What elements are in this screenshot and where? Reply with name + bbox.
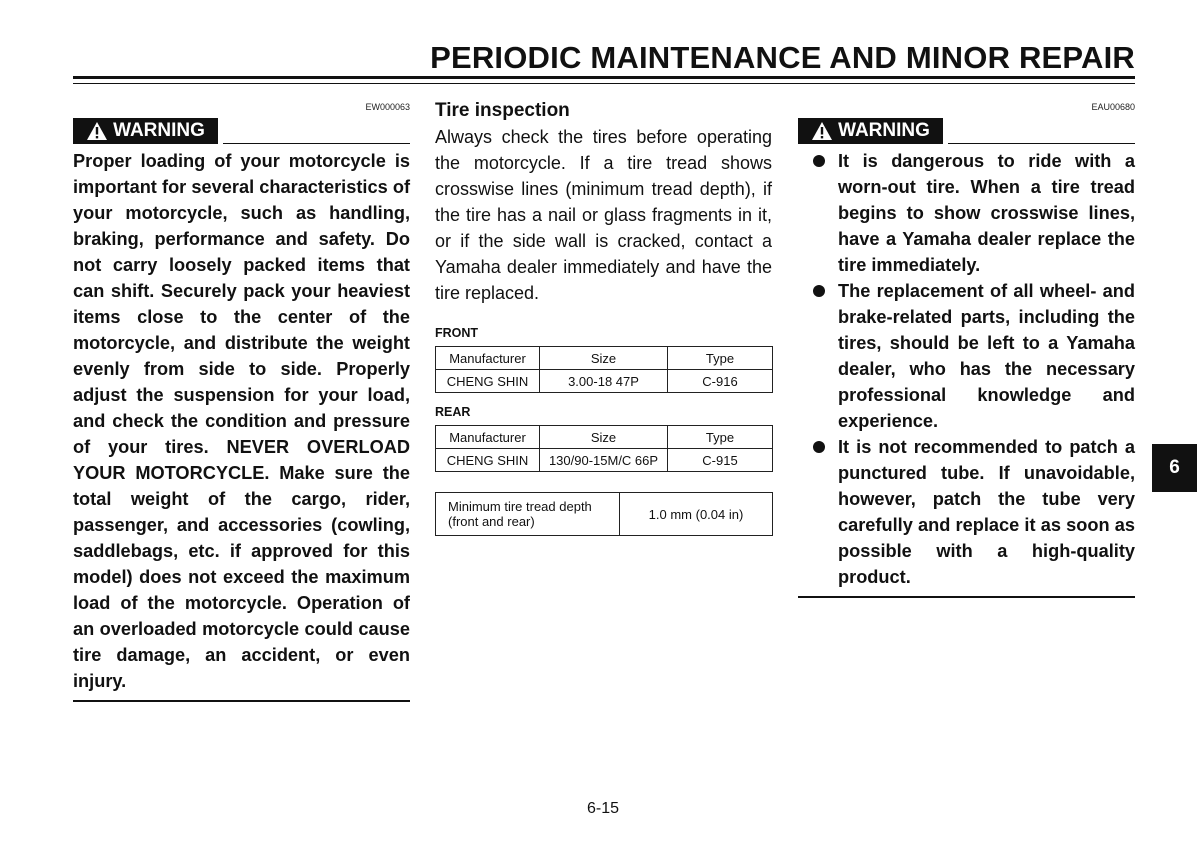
bullet-dot-icon: [813, 285, 825, 297]
tread-value-cell: 1.0 mm (0.04 in): [620, 493, 773, 536]
warning-bullet-list: [798, 148, 1135, 590]
bullet-text: It is not recommended to patch a punctured tube. If unavoidable, however, patch the tube very carefully and replace it as soon as possible with a high-quality product.: [838, 437, 1135, 587]
tire-inspection-section: [435, 98, 772, 536]
header-rule-thin: [73, 83, 1135, 84]
right-warning-rule: [948, 143, 1135, 145]
table-row: [436, 493, 773, 536]
left-warning-tag: [73, 118, 218, 144]
section-body: Always check the tires before operating the motorcycle. If a tire tread shows crosswise lines (minimum tread depth), if the tire has a nail or glass fragments in it, or if the side wall is cracked, contact a Yamaha dealer immediately and have the tire replaced.: [435, 127, 772, 303]
bullet-text: It is dangerous to ride with a worn-out tire. When a tire tread begins to show crosswise lines, have a Yamaha dealer replace the tire immediately.: [838, 151, 1135, 275]
left-warning-rule: [223, 143, 410, 145]
front-tire-table: [435, 346, 773, 393]
table-cell: CHENG SHIN: [436, 449, 540, 472]
left-reference-code: EW000063: [365, 102, 410, 112]
page-title: PERIODIC MAINTENANCE AND MINOR REPAIR: [430, 40, 1135, 75]
left-end-rule: [73, 700, 410, 702]
tread-depth-table: [435, 492, 773, 536]
header-cell: Manufacturer: [436, 426, 540, 449]
left-warning-text: Proper loading of your motorcycle is important for several characteristics of your motorcycle, such as handling, braking, performance and safety. Do not carry loosely packed items that can shift. Securely pack your heaviest items close to the center of the motorcycle, and distribute the weight evenly from side to side. Properly adjust the suspension for your load, and check the condition and pressure of your tires. NEVER OVERLOAD YOUR MOTORCYCLE. Make sure the total weight of the cargo, rider, passenger, and accessories (cowling, saddlebags, etc. if approved for this model) does not exceed the maximum load of the motorcycle. Operation of an overloaded motorcycle could cause tire damage, an accident, or even injury.: [73, 151, 410, 691]
warning-triangle-icon: [811, 121, 833, 141]
header-rule-thick: [73, 76, 1135, 79]
front-label: FRONT: [435, 326, 479, 340]
header-cell: Type: [668, 426, 773, 449]
table-cell: 3.00-18 47P: [540, 370, 668, 393]
warning-triangle-icon: [86, 121, 108, 141]
table-cell: CHENG SHIN: [436, 370, 540, 393]
header-cell: Type: [668, 347, 773, 370]
table-header-row: [436, 347, 773, 370]
right-warning-block: [798, 118, 1135, 598]
bullet-dot-icon: [813, 155, 825, 167]
right-warning-header: [798, 118, 1135, 144]
page-number: 6-15: [586, 800, 620, 817]
header-cell: Size: [540, 347, 668, 370]
tread-label-cell: [436, 493, 620, 536]
header-cell: Size: [540, 426, 668, 449]
table-cell: 130/90-15M/C 66P: [540, 449, 668, 472]
rear-label: REAR: [435, 405, 471, 419]
list-item: [798, 434, 1135, 590]
section-heading: Tire inspection: [435, 100, 570, 121]
right-end-rule: [798, 596, 1135, 598]
right-warning-label: WARNING: [838, 120, 930, 141]
tread-label-line1: Minimum tire tread depth: [448, 499, 592, 514]
left-warning-label: WARNING: [113, 120, 205, 141]
right-warning-tag: [798, 118, 943, 144]
chapter-tab: 6: [1152, 444, 1197, 492]
table-row: [436, 370, 773, 393]
table-row: [436, 449, 773, 472]
rear-tire-table: [435, 425, 773, 472]
left-warning-block: [73, 118, 410, 702]
list-item: [798, 148, 1135, 278]
tread-label-line2: (front and rear): [448, 514, 535, 529]
table-header-row: [436, 426, 773, 449]
list-item: [798, 278, 1135, 434]
table-cell: C-915: [668, 449, 773, 472]
header-cell: Manufacturer: [436, 347, 540, 370]
left-warning-header: [73, 118, 410, 144]
right-reference-code: EAU00680: [1091, 102, 1135, 112]
table-cell: C-916: [668, 370, 773, 393]
bullet-text: The replacement of all wheel- and brake-related parts, including the tires, should be left to a Yamaha dealer, who has the necessary professional knowledge and experience.: [838, 281, 1135, 431]
bullet-dot-icon: [813, 441, 825, 453]
